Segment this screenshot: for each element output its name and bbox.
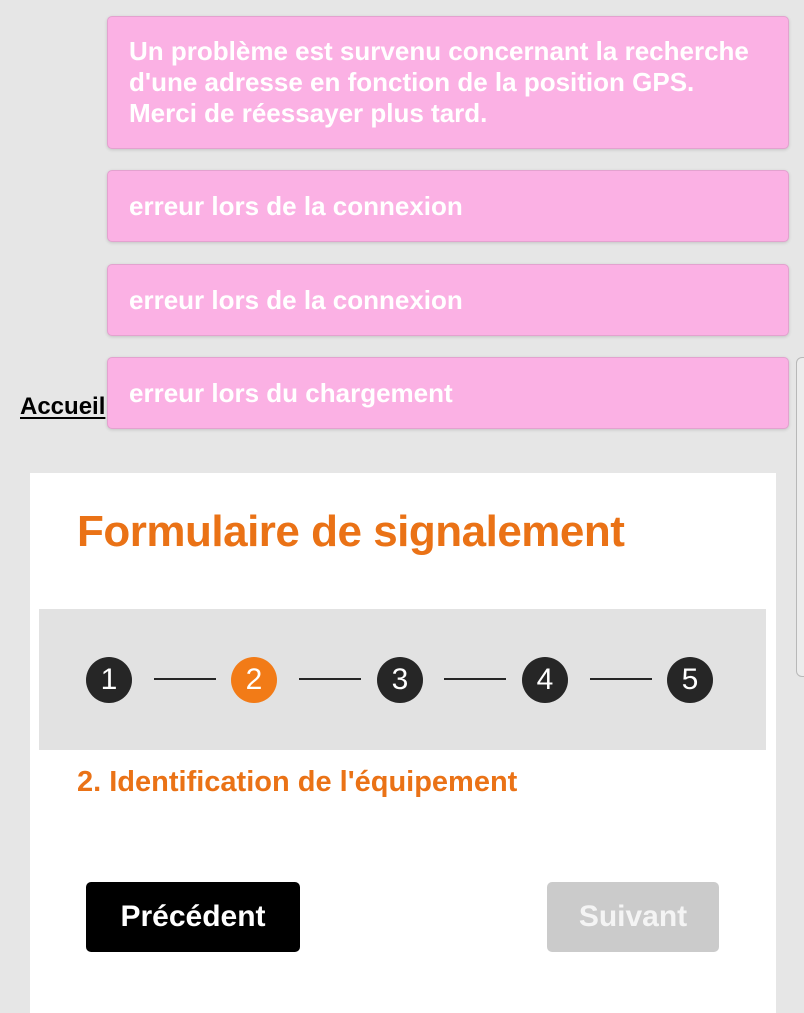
scrollbar-handle[interactable] [796,357,804,677]
step-4-indicator: 4 [522,657,568,703]
breadcrumb-home-link[interactable]: Accueil [20,393,106,420]
form-stepper [39,609,766,750]
previous-button[interactable]: Précédent [86,882,300,952]
page-title: Formulaire de signalement [77,507,625,556]
error-toast-connection[interactable] [107,170,789,242]
toast-message: erreur lors de la connexion [129,284,463,315]
error-toast-connection[interactable] [107,264,789,336]
toast-message: Un problème est survenu concernant la recherche d'une adresse en fonction de la position GPS. Merci de réessayer plus tard. [129,36,749,128]
next-button[interactable]: Suivant [547,882,719,952]
toast-message: erreur lors de la connexion [129,190,463,221]
error-toast-loading[interactable] [107,357,789,429]
step-title: 2. Identification de l'équipement [77,766,518,798]
step-2-indicator-active: 2 [231,657,277,703]
step-connector [299,678,361,680]
error-toast-gps[interactable] [107,16,789,149]
step-3-indicator: 3 [377,657,423,703]
report-form-card [30,473,776,1013]
step-connector [590,678,652,680]
step-connector [154,678,216,680]
toast-message: erreur lors du chargement [129,377,453,408]
step-connector [444,678,506,680]
step-1-indicator: 1 [86,657,132,703]
step-5-indicator: 5 [667,657,713,703]
